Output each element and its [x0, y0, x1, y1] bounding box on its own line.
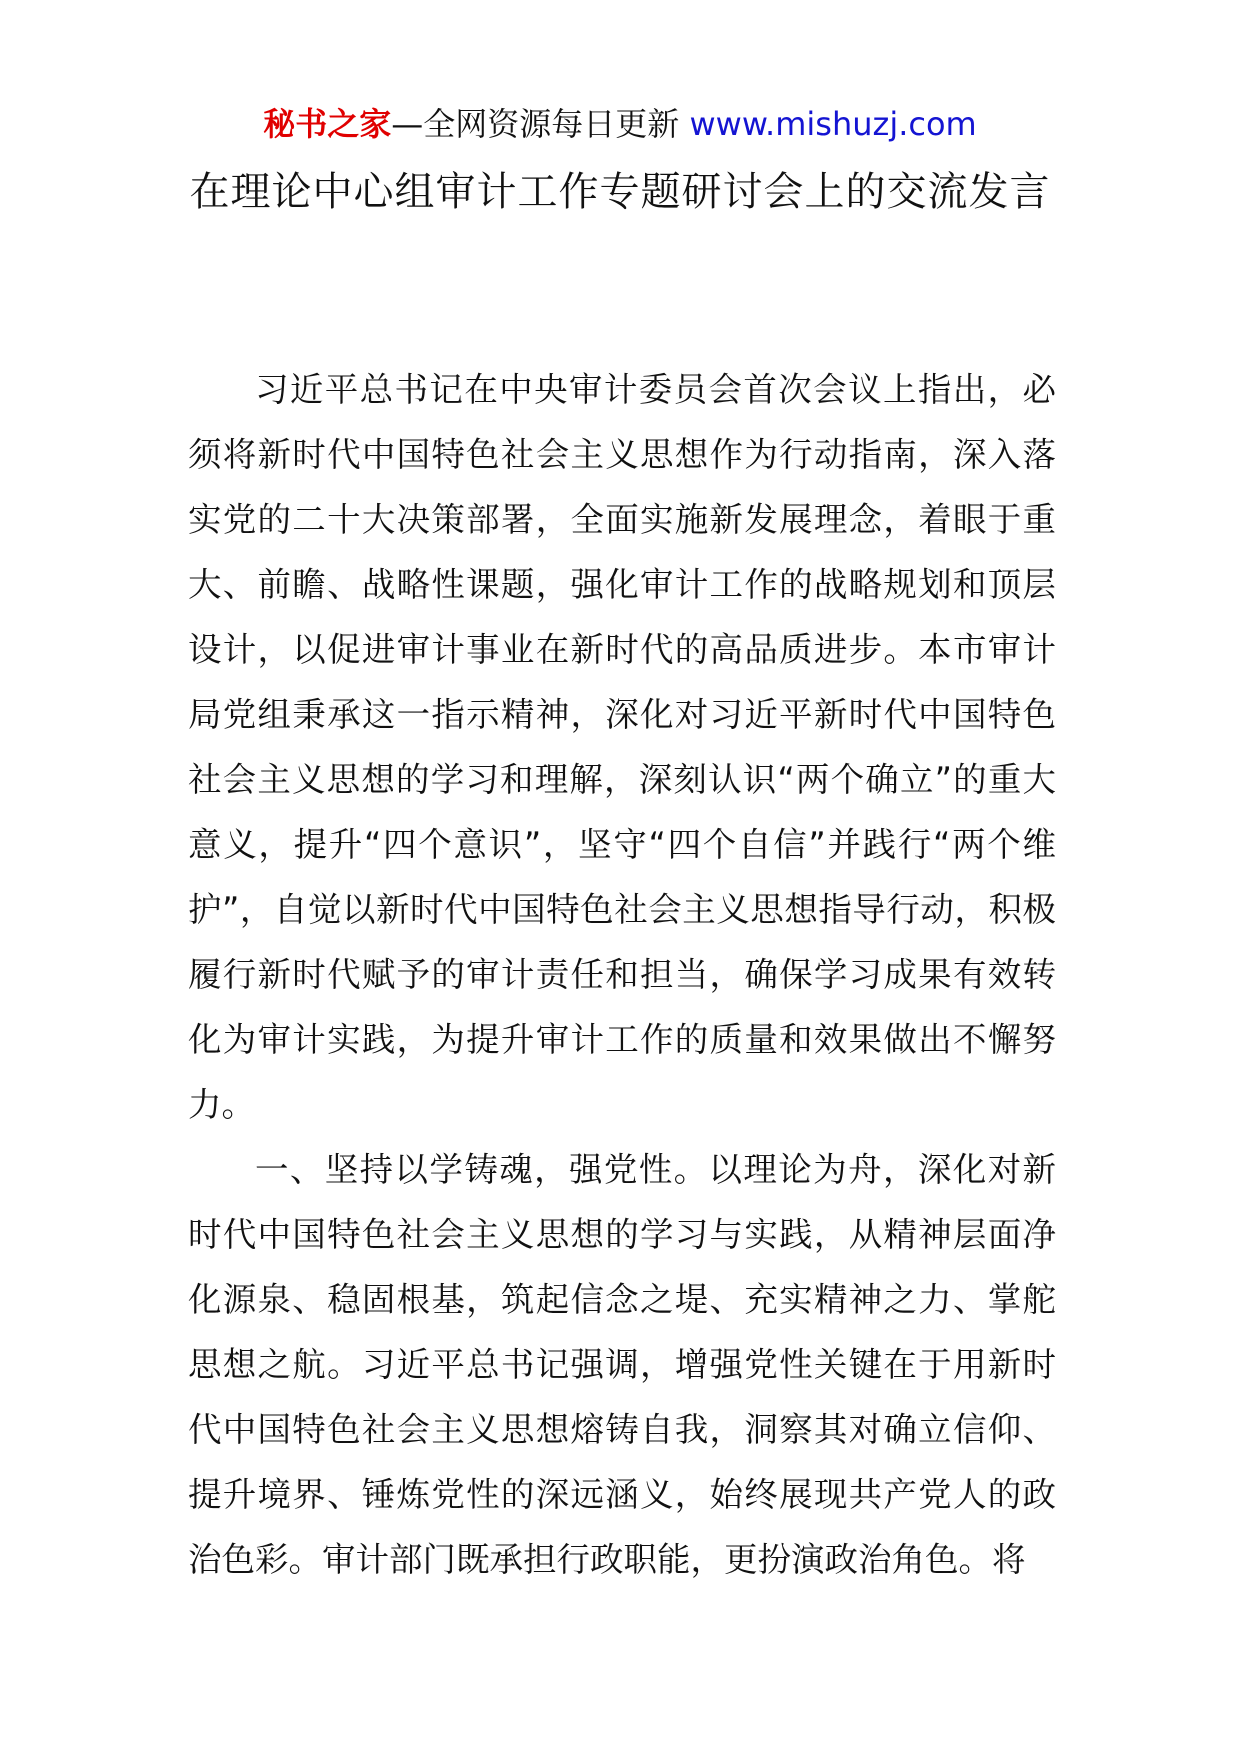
- site-url-link[interactable]: www.mishuzj.com: [689, 105, 977, 143]
- brand-name: 秘书之家: [263, 105, 392, 143]
- paragraph-section-one: 一、坚持以学铸魂，强党性。以理论为舟，深化对新时代中国特色社会主义思想的学习与实践，从精神层面净化源泉、稳固根基，筑起信念之堤、充实精神之力、掌舵思想之航。习近平总书记强调，增强党性关键在于用新时代中国特色社会主义思想熔铸自我，洞察其对确立信仰、提升境界、锤炼党性的深远涵义，始终展现共产党人的政治色彩。审计部门既承担行政职能，更扮演政治角色。将: [188, 1150, 1056, 1579]
- paragraph-intro: 习近平总书记在中央审计委员会首次会议上指出，必须将新时代中国特色社会主义思想作为行动指南，深入落实党的二十大决策部署，全面实施新发展理念，着眼于重大、前瞻、战略性课题，强化审计工作的战略规划和顶层设计，以促进审计事业在新时代的高品质进步。本市审计局党组秉承这一指示精神，深化对习近平新时代中国特色社会主义思想的学习和理解，深刻认识“两个确立”的重大意义，提升“四个意识”，坚守“四个自信”并践行“两个维护”，自觉以新时代中国特色社会主义思想指导行动，积极履行新时代赋予的审计责任和担当，确保学习成果有效转化为审计实践，为提升审计工作的质量和效果做出不懈努力。: [188, 370, 1056, 1124]
- document-body: [188, 357, 1056, 1592]
- site-header: [0, 102, 1240, 146]
- header-tagline: —全网资源每日更新: [391, 105, 690, 143]
- document-title: 在理论中心组审计工作专题研讨会上的交流发言: [189, 169, 1051, 215]
